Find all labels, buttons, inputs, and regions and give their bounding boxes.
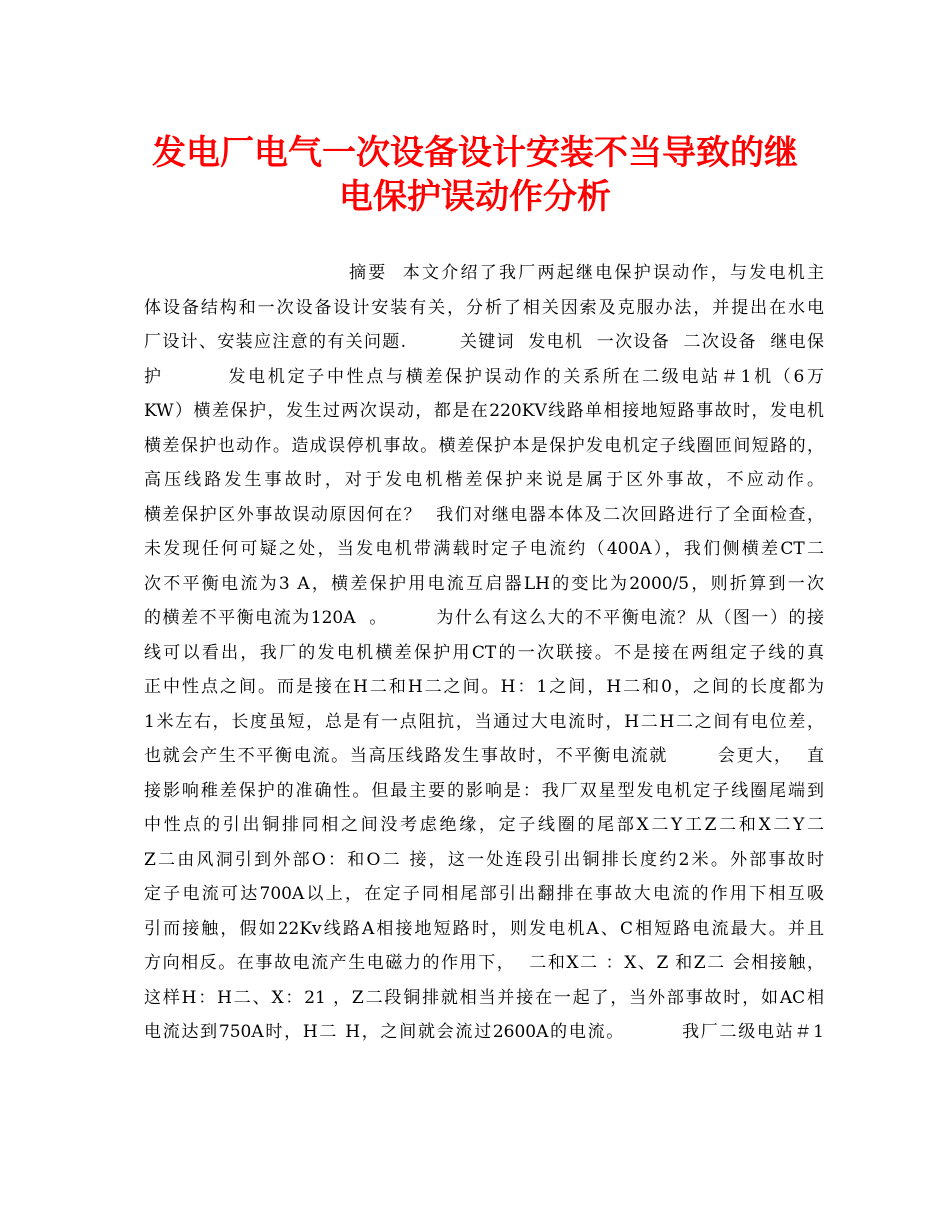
body-line: 方向相反。在事故电流产生电磁力的作用下， 二和X二 ：X、Z 和Z二 会相接触，: [144, 953, 824, 973]
body-line: 的横差不平衡电流为120A 。 为什么有这么大的不平衡电流？从（图一）的接: [144, 608, 824, 628]
body-line: 定子电流可达700A以上，在定子同相尾部引出翻排在事故大电流的作用下相互吸: [144, 884, 824, 904]
document-title-line-1: 发电厂电气一次设备设计安装不当导致的继: [152, 133, 798, 173]
body-line: 次不平衡电流为3 A，横差保护用电流互启器LH的变比为2000/5，则折算到一次: [144, 573, 824, 594]
body-line: 体设备结构和一次设备设计安装有关，分析了相关因索及克服办法，并提出在水电: [144, 297, 824, 318]
body-line: Z二由风洞引到外部O：和O二 接，这一处连段引出铜排长度约2米。外部事故时: [144, 849, 824, 870]
document-title-line-2: 电保护误动作分析: [339, 177, 611, 217]
body-line: 摘要 本文介绍了我厂两起继电保护误动作，与发电机主: [349, 263, 824, 283]
body-line: 护 发电机定子中性点与横差保护误动作的关系所在二级电站＃1机（6万: [144, 366, 824, 387]
body-line: 接影响稚差保护的准确性。但最主要的影响是：我厂双星型发电机定子线圈尾端到: [144, 780, 824, 801]
body-line: KW）横差保护，发生过两次误动，都是在220KV线路单相接地短路事故时，发电机: [144, 401, 824, 421]
body-line: 也就会产生不平衡电流。当高压线路发生事故时，不平衡电流就 会更大， 直: [144, 746, 824, 766]
body-line: 正中性点之间。而是接在H二和H二之间。H：1之间，H二和0，之间的长度都为: [144, 677, 824, 697]
body-line: 线可以看出，我厂的发电机横差保护用CT的一次联接。不是接在两组定子线的真: [144, 642, 824, 663]
body-line: 引而接触，假如22Kv线路A相接地短路时，则发电机A、C相短路电流最大。并且: [144, 918, 824, 939]
body-line: 这样H：H二、X：21 ，Z二段铜排就相当并接在一起了，当外部事故时，如AC相: [144, 987, 824, 1008]
body-line: 高压线路发生事故时，对于发电机楷差保护来说是属于区外事故，不应动作。: [144, 470, 824, 490]
body-line: 横差保护也动作。造成误停机事故。横差保护本是保护发电机定子线圈匝间短路的，: [144, 435, 824, 456]
body-line: 厂设计、安装应注意的有关问题. 关键词 发电机 一次设备 二次设备 继电保: [144, 332, 824, 352]
body-line: 1米左右，长度虽短，总是有一点阻抗，当通过大电流时，H二H二之间有电位差，: [144, 711, 824, 732]
body-line: 中性点的引出铜排同相之间没考虑绝缘，定子线圈的尾部X二Y工Z二和X二Y二: [144, 815, 824, 835]
document-body: [144, 256, 824, 1050]
body-line: 横差保护区外事故误动原因何在？ 我们对继电器本体及二次回路进行了全面检查，: [144, 504, 824, 525]
body-line: 未发现任何可疑之处，当发电机带满载时定子电流约（400A），我们侧横差CT二: [144, 539, 824, 559]
body-line: 电流达到750A时，H二 H，之间就会流过2600A的电流。 我厂二级电站＃1: [144, 1022, 824, 1042]
